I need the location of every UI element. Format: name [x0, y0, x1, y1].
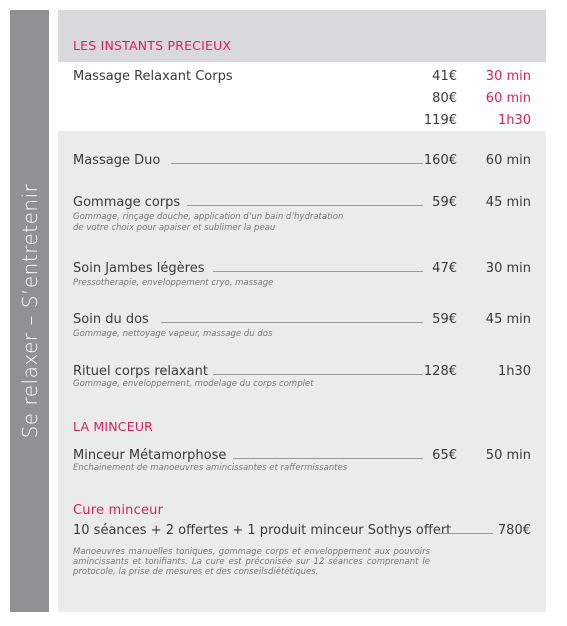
menu-item-relaxant: [73, 69, 531, 129]
item-description: Gommage, nettoyage vapeur, massage du dos: [73, 329, 273, 339]
cure-description: Manoeuvres manuelles toniques, gommage corps et enveloppement aux pouvoirs amincissants et tonifiants. La cure est préconisée sur 12 séances comprenant le protocole, la prise de mesures et des conseilsdiététiques.: [73, 547, 430, 577]
item-price: 119€: [423, 113, 457, 128]
item-name: Soin Jambes légères: [73, 261, 205, 276]
item-name: Gommage corps: [73, 195, 181, 210]
menu-item-jambes: [73, 261, 531, 296]
item-price: 80€: [432, 91, 457, 106]
item-name: Soin du dos: [73, 312, 149, 327]
item-duration: 50 min: [485, 448, 531, 463]
section-title-cure: Cure minceur: [73, 503, 164, 518]
item-duration: 30 min: [485, 69, 531, 84]
sidebar: [10, 10, 49, 612]
leader-line: [233, 458, 423, 459]
item-price: 160€: [423, 153, 457, 168]
item-duration: 1h30: [497, 113, 531, 128]
menu-card: [58, 10, 546, 612]
sidebar-title: Se relaxer – S’entretenir: [17, 183, 42, 439]
menu-item-massage-duo: [73, 153, 531, 173]
section-title-instants: LES INSTANTS PRECIEUX: [73, 38, 232, 53]
leader-line: [438, 533, 493, 534]
item-name: Rituel corps relaxant: [73, 364, 208, 379]
item-price: 41€: [432, 69, 457, 84]
item-price: 59€: [432, 312, 457, 327]
item-name: Minceur Métamorphose: [73, 448, 227, 463]
leader-line: [171, 163, 423, 164]
item-price: 47€: [432, 261, 457, 276]
leader-line: [213, 271, 423, 272]
menu-item-gommage: [73, 195, 531, 240]
item-price: 65€: [432, 448, 457, 463]
item-duration: 60 min: [485, 153, 531, 168]
item-duration: 45 min: [485, 312, 531, 327]
item-name: Massage Duo: [73, 153, 161, 168]
header-band: [58, 10, 546, 62]
item-duration: 45 min: [485, 195, 531, 210]
menu-item-metamorphose: [73, 448, 531, 483]
cure-offer-row: [73, 523, 531, 541]
item-name: Massage Relaxant Corps: [73, 69, 233, 84]
cure-price: 780€: [497, 523, 531, 538]
item-duration: 60 min: [485, 91, 531, 106]
section-title-minceur: LA MINCEUR: [73, 419, 154, 434]
item-description: Enchainement de manoeuvres amincissantes et raffermissantes: [73, 463, 348, 473]
leader-line: [213, 374, 423, 375]
leader-line: [161, 322, 423, 323]
item-price: 59€: [432, 195, 457, 210]
leader-line: [187, 205, 423, 206]
item-price: 128€: [423, 364, 457, 379]
item-description: Gommage, enveloppement, modelage du corps complet: [73, 379, 314, 389]
cure-offer: 10 séances + 2 offertes + 1 produit minceur Sothys offert: [73, 523, 452, 538]
menu-item-dos: [73, 312, 531, 347]
item-description: Pressotherapie, enveloppement cryo, massage: [73, 278, 274, 288]
item-duration: 30 min: [485, 261, 531, 276]
item-duration: 1h30: [497, 364, 531, 379]
menu-item-rituel: [73, 364, 531, 399]
item-description: Gommage, rinçage douche, application d’un bain d’hydratation de votre choix pour apaiser et sublimer la peau: [73, 212, 344, 233]
